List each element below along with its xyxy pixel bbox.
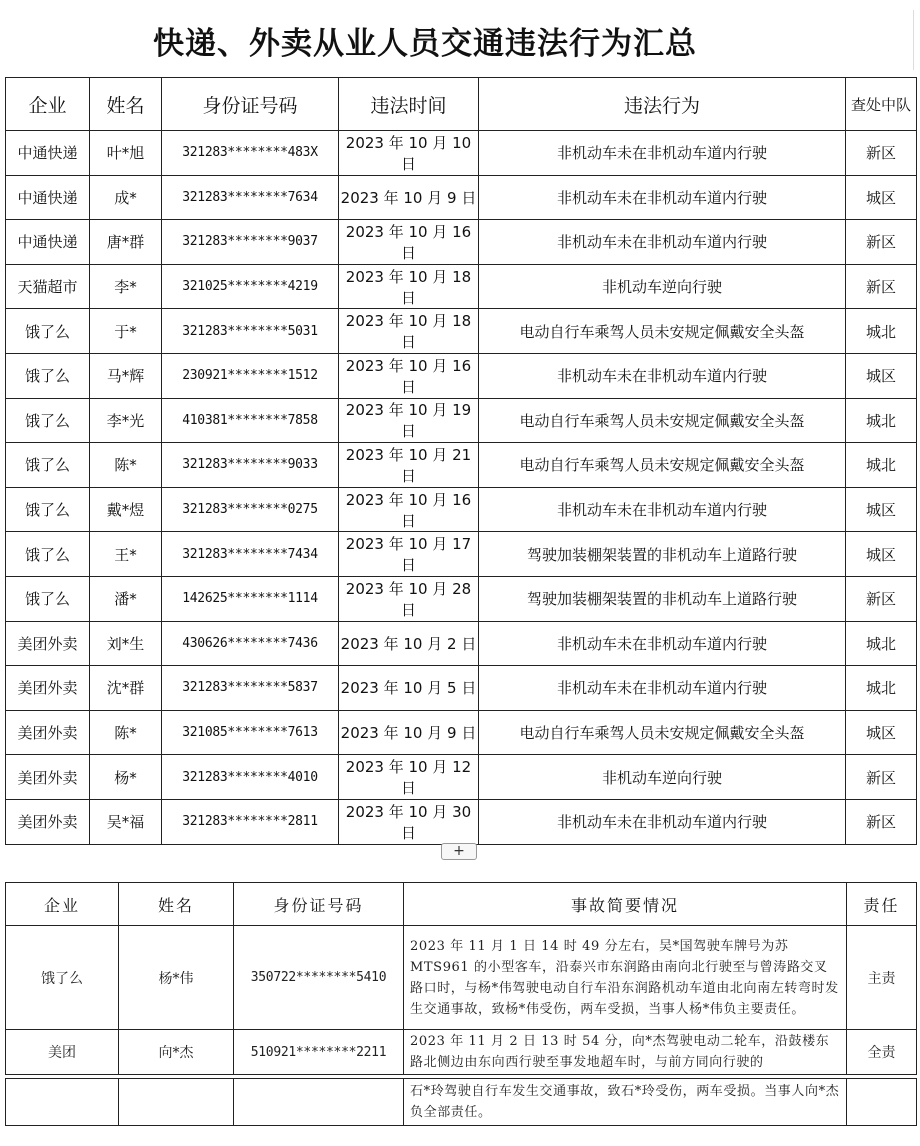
col-header-id: 身份证号码 [234,883,404,926]
cell-squad: 城北 [846,621,917,666]
cell-violation: 电动自行车乘驾人员未安规定佩戴安全头盔 [479,398,846,443]
cell-id: 321283********483X [162,131,339,176]
cell-time: 2023 年 10 月 2 日 [339,621,479,666]
table-row [6,131,917,176]
cell-company: 饿了么 [6,576,90,621]
cell-company: 饿了么 [6,398,90,443]
cell-id: 321283********5837 [162,666,339,711]
cell-id: 230921********1512 [162,353,339,398]
cell-violation: 非机动车逆向行驶 [479,755,846,800]
cell-company: 中通快递 [6,131,90,176]
cell-squad: 新区 [846,755,917,800]
cell-id: 321283********2811 [162,799,339,844]
cell-violation: 非机动车未在非机动车道内行驶 [479,487,846,532]
cell-squad: 新区 [846,799,917,844]
cell-time: 2023 年 10 月 19 日 [339,398,479,443]
cell-company: 美团 [6,1030,119,1075]
cell-id: 350722********5410 [234,926,404,1030]
cell-name: 向*杰 [119,1030,234,1075]
table-row [6,443,917,488]
col-header-squad: 查处中队 [846,78,917,131]
cell-violation: 电动自行车乘驾人员未安规定佩戴安全头盔 [479,309,846,354]
cell-name: 李* [90,264,162,309]
table-row [6,353,917,398]
table-header-row [6,883,917,926]
table-row [6,576,917,621]
cell-time: 2023 年 10 月 16 日 [339,220,479,265]
cell-time: 2023 年 10 月 17 日 [339,532,479,577]
col-header-id: 身份证号码 [162,78,339,131]
cell-time: 2023 年 10 月 18 日 [339,264,479,309]
cell-time: 2023 年 10 月 16 日 [339,353,479,398]
cell-name: 李*光 [90,398,162,443]
cell-liability [847,1079,917,1126]
cell-violation: 非机动车未在非机动车道内行驶 [479,353,846,398]
cell-id: 321283********9033 [162,443,339,488]
cell-company: 美团外卖 [6,666,90,711]
cell-id: 321025********4219 [162,264,339,309]
cell-time: 2023 年 10 月 5 日 [339,666,479,711]
divider [913,10,914,70]
cell-violation: 非机动车逆向行驶 [479,264,846,309]
cell-company: 饿了么 [6,487,90,532]
cell-squad: 城北 [846,443,917,488]
violations-table [5,77,917,845]
cell-name: 于* [90,309,162,354]
cell-violation: 非机动车未在非机动车道内行驶 [479,799,846,844]
cell-company: 饿了么 [6,353,90,398]
cell-name: 唐*群 [90,220,162,265]
cell-time: 2023 年 10 月 9 日 [339,710,479,755]
cell-time: 2023 年 10 月 30 日 [339,799,479,844]
col-header-liability: 责任 [847,883,917,926]
cell-company: 饿了么 [6,926,119,1030]
table-row [6,487,917,532]
cell-name [119,1079,234,1126]
cell-id: 321283********7434 [162,532,339,577]
cell-squad: 新区 [846,576,917,621]
col-header-company: 企业 [6,883,119,926]
cell-squad: 城区 [846,175,917,220]
cell-violation: 驾驶加装棚架装置的非机动车上道路行驶 [479,576,846,621]
cell-squad: 城北 [846,398,917,443]
cell-squad: 城北 [846,309,917,354]
table-row [6,175,917,220]
cell-time: 2023 年 10 月 21 日 [339,443,479,488]
cell-name: 陈* [90,443,162,488]
cell-name: 戴*煜 [90,487,162,532]
accidents-table-continued [5,1078,917,1126]
col-header-company: 企业 [6,78,90,131]
cell-squad: 城北 [846,666,917,711]
col-header-time: 违法时间 [339,78,479,131]
cell-company: 美团外卖 [6,710,90,755]
cell-squad: 新区 [846,220,917,265]
cell-liability: 全责 [847,1030,917,1075]
cell-id: 430626********7436 [162,621,339,666]
cell-violation: 非机动车未在非机动车道内行驶 [479,621,846,666]
table-row [6,799,917,844]
cell-violation: 电动自行车乘驾人员未安规定佩戴安全头盔 [479,443,846,488]
cell-time: 2023 年 10 月 16 日 [339,487,479,532]
cell-company: 美团外卖 [6,621,90,666]
cell-name: 杨*伟 [119,926,234,1030]
cell-id: 142625********1114 [162,576,339,621]
cell-id: 410381********7858 [162,398,339,443]
table-row [6,220,917,265]
cell-id: 510921********2211 [234,1030,404,1075]
cell-squad: 城区 [846,353,917,398]
cell-id [234,1079,404,1126]
cell-name: 陈* [90,710,162,755]
table-header-row [6,78,917,131]
page-title: 快递、外卖从业人员交通违法行为汇总 [153,26,697,62]
cell-time: 2023 年 10 月 10 日 [339,131,479,176]
cell-company: 中通快递 [6,175,90,220]
cell-time: 2023 年 10 月 28 日 [339,576,479,621]
cell-violation: 非机动车未在非机动车道内行驶 [479,131,846,176]
cell-company: 美团外卖 [6,755,90,800]
cell-accident: 2023 年 11 月 2 日 13 时 54 分，向*杰驾驶电动二轮车，沿鼓楼东路北侧边由东向西行驶至事发地超车时，与前方同向行驶的 [404,1030,847,1075]
cell-company: 饿了么 [6,443,90,488]
table-row [6,1030,917,1075]
table-row [6,621,917,666]
cell-id: 321085********7613 [162,710,339,755]
cell-squad: 新区 [846,264,917,309]
cell-time: 2023 年 10 月 18 日 [339,309,479,354]
table-row [6,1079,917,1126]
cell-accident: 2023 年 11 月 1 日 14 时 49 分左右，吴*国驾驶车牌号为苏MTS961 的小型客车，沿泰兴市东润路由南向北行驶至与曾涛路交叉路口时，与杨*伟驾驶电动自行车沿东润路机动车道由北向南左转弯时发生交通事故，致杨*伟受伤，两车受损，当事人杨*伟负主要责任。 [404,926,847,1030]
cell-id: 321283********4010 [162,755,339,800]
table-row [6,398,917,443]
col-header-name: 姓名 [119,883,234,926]
table-row [6,264,917,309]
cell-company: 天猫超市 [6,264,90,309]
cell-company: 饿了么 [6,309,90,354]
table-row [6,755,917,800]
cell-violation: 非机动车未在非机动车道内行驶 [479,175,846,220]
cell-squad: 城区 [846,532,917,577]
cell-name: 王* [90,532,162,577]
cell-name: 沈*群 [90,666,162,711]
cell-company: 饿了么 [6,532,90,577]
accidents-table [5,882,917,1075]
cell-violation: 驾驶加装棚架装置的非机动车上道路行驶 [479,532,846,577]
cell-name: 潘* [90,576,162,621]
cell-time: 2023 年 10 月 12 日 [339,755,479,800]
cell-name: 成* [90,175,162,220]
table-row [6,926,917,1030]
table-row [6,666,917,711]
cell-squad: 城区 [846,487,917,532]
cell-squad: 新区 [846,131,917,176]
cell-name: 吴*福 [90,799,162,844]
table-row [6,532,917,577]
table-row [6,710,917,755]
cell-company: 中通快递 [6,220,90,265]
cell-name: 刘*生 [90,621,162,666]
col-header-accident: 事故简要情况 [404,883,847,926]
cell-id: 321283********7634 [162,175,339,220]
cell-liability: 主责 [847,926,917,1030]
cell-id: 321283********5031 [162,309,339,354]
cell-id: 321283********9037 [162,220,339,265]
cell-violation: 电动自行车乘驾人员未安规定佩戴安全头盔 [479,710,846,755]
cell-time: 2023 年 10 月 9 日 [339,175,479,220]
col-header-violation: 违法行为 [479,78,846,131]
cell-violation: 非机动车未在非机动车道内行驶 [479,220,846,265]
cell-id: 321283********0275 [162,487,339,532]
cell-company: 美团外卖 [6,799,90,844]
expand-button[interactable]: + [441,843,477,860]
cell-name: 叶*旭 [90,131,162,176]
cell-company [6,1079,119,1126]
cell-accident-continued: 石*玲驾驶自行车发生交通事故，致石*玲受伤，两车受损。当事人向*杰负全部责任。 [404,1079,847,1126]
col-header-name: 姓名 [90,78,162,131]
cell-name: 杨* [90,755,162,800]
table-row [6,309,917,354]
cell-violation: 非机动车未在非机动车道内行驶 [479,666,846,711]
cell-name: 马*辉 [90,353,162,398]
cell-squad: 城区 [846,710,917,755]
